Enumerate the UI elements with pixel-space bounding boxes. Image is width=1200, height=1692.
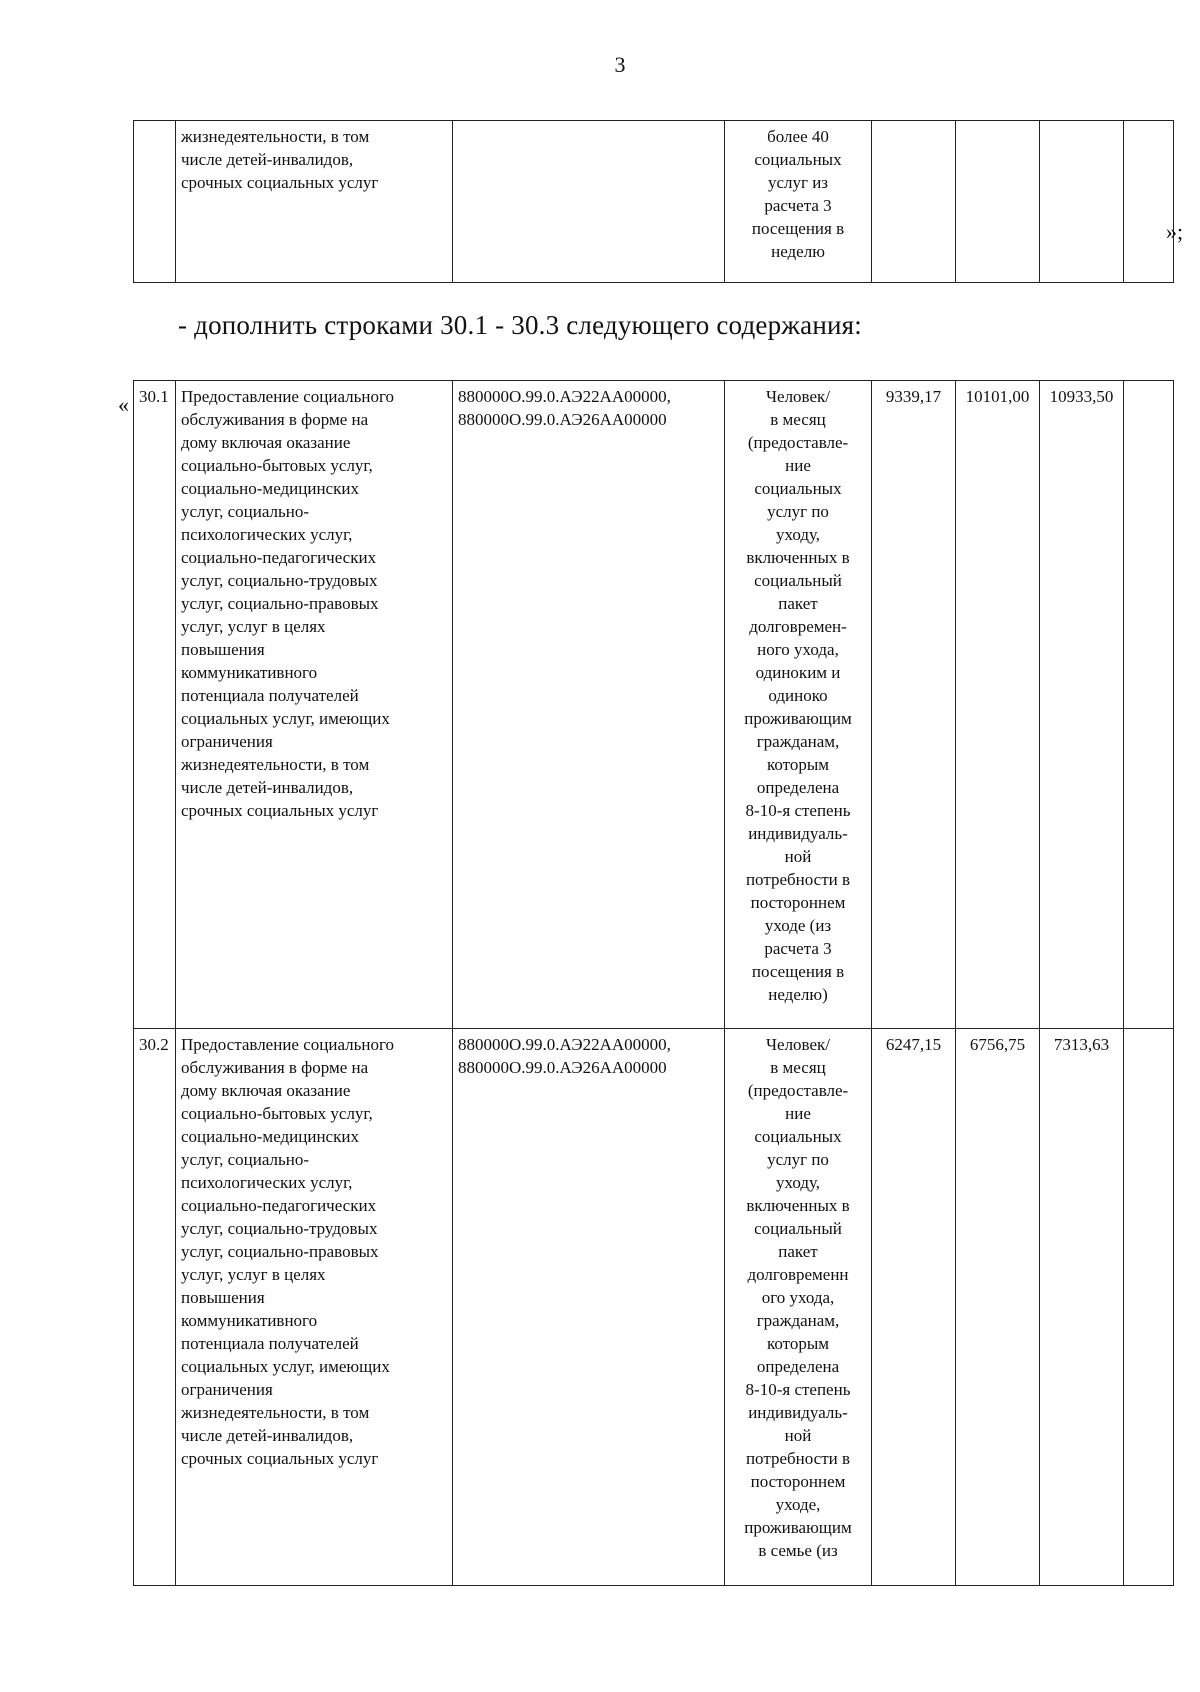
description-line: социально-педагогических [181, 1196, 377, 1215]
unit-line: постороннем [750, 1472, 846, 1491]
unit-line: услуг по [767, 1150, 829, 1169]
unit-line: пакет [778, 594, 818, 613]
unit-line: индивидуаль- [748, 1403, 848, 1422]
description-line: срочных социальных услуг [181, 801, 379, 820]
value-cell [1040, 381, 1124, 1029]
closing-quote-mark: »; [1166, 219, 1184, 244]
unit-line: включенных в [746, 1196, 850, 1215]
service-description-cell [176, 1029, 453, 1586]
unit-line: ной [784, 847, 812, 866]
description-line: услуг, услуг в целях [181, 1265, 326, 1284]
unit-line: ние [785, 456, 811, 475]
value-2024: 9339,17 [885, 387, 942, 406]
row-number-cell [134, 1029, 176, 1586]
empty-cell [1124, 381, 1174, 1029]
unit-line: неделю) [768, 985, 828, 1004]
unit-cell [725, 381, 872, 1029]
value-cell [872, 381, 956, 1029]
table-row [134, 1029, 1174, 1586]
code-line: 880000О.99.0.АЭ22АА00000, [458, 387, 671, 406]
description-line: срочных социальных услуг [181, 1449, 379, 1468]
description-line: повышения [181, 640, 265, 659]
description-line: услуг, социально- [181, 502, 310, 521]
value-cell [1040, 1029, 1124, 1586]
unit-line: в месяц [770, 1058, 826, 1077]
value-cell [872, 1029, 956, 1586]
description-line: социальных услуг, имеющих [181, 1357, 390, 1376]
description-line: услуг, социально-правовых [181, 1242, 379, 1261]
code-line: 880000О.99.0.АЭ26АА00000 [458, 1058, 667, 1077]
description-line: ограничения [181, 1380, 273, 1399]
description-line: числе детей-инвалидов, [181, 778, 354, 797]
unit-line: расчета 3 [764, 939, 832, 958]
unit-line: определена [756, 1357, 840, 1376]
unit-line: неделю [771, 242, 825, 261]
unit-line: потребности в [745, 1449, 851, 1468]
description-line: Предоставление социального [181, 1035, 395, 1054]
page-number: 3 [614, 52, 626, 77]
unit-cell [725, 121, 872, 283]
value-cell [872, 121, 956, 283]
value-cell [1040, 121, 1124, 283]
unit-line: в семье (из [758, 1541, 838, 1560]
description-line: социально-бытовых услуг, [181, 1104, 373, 1123]
unit-line: 8-10-я степень [745, 801, 851, 820]
description-line: жизнедеятельности, в том [181, 127, 370, 146]
service-description-cell [176, 121, 453, 283]
code-line: 880000О.99.0.АЭ26АА00000 [458, 410, 667, 429]
unit-line: расчета 3 [764, 196, 832, 215]
unit-line: социальных [754, 150, 842, 169]
description-line: числе детей-инвалидов, [181, 150, 354, 169]
description-line: жизнедеятельности, в том [181, 1403, 370, 1422]
description-line: услуг, услуг в целях [181, 617, 326, 636]
description-line: жизнедеятельности, в том [181, 755, 370, 774]
description-line: повышения [181, 1288, 265, 1307]
row-number: 30.2 [139, 1035, 169, 1054]
value-cell [956, 121, 1040, 283]
unit-line: (предоставле- [747, 1081, 849, 1100]
unit-line: уходе, [775, 1495, 821, 1514]
description-line: услуг, социально-трудовых [181, 1219, 378, 1238]
description-line: потенциала получателей [181, 1334, 359, 1353]
unit-line: определена [756, 778, 840, 797]
unit-line: посещения в [751, 219, 845, 238]
table-row [134, 121, 1174, 283]
unit-line: ной [784, 1426, 812, 1445]
code-cell [453, 121, 725, 283]
unit-line: уходе (из [764, 916, 832, 935]
description-line: обслуживания в форме на [181, 410, 369, 429]
registry-code-cell [453, 1029, 725, 1586]
value-2026: 10933,50 [1049, 387, 1114, 406]
description-line: психологических услуг, [181, 1173, 353, 1192]
unit-line: услуг из [767, 173, 829, 192]
unit-line: гражданам, [756, 1311, 840, 1330]
description-line: ограничения [181, 732, 273, 751]
value-cell [956, 381, 1040, 1029]
unit-line: долговремен- [749, 617, 847, 636]
value-2026: 7313,63 [1053, 1035, 1110, 1054]
unit-line: Человек/ [765, 1035, 831, 1054]
value-cell [956, 1029, 1040, 1586]
amendment-intro-text: - дополнить строками 30.1 - 30.3 следующего содержания: [178, 310, 862, 340]
number-cell [134, 121, 176, 283]
description-line: социальных услуг, имеющих [181, 709, 390, 728]
unit-line: потребности в [745, 870, 851, 889]
unit-line: ние [785, 1104, 811, 1123]
unit-line: 8-10-я степень [745, 1380, 851, 1399]
description-line: обслуживания в форме на [181, 1058, 369, 1077]
unit-line: социальный [754, 1219, 842, 1238]
description-line: дому включая оказание [181, 433, 351, 452]
unit-line: проживающим [744, 1518, 852, 1537]
unit-line: гражданам, [756, 732, 840, 751]
unit-line: посещения в [751, 962, 845, 981]
row-number: 30.1 [139, 387, 169, 406]
unit-cell [725, 1029, 872, 1586]
unit-line: в месяц [770, 410, 826, 429]
unit-line: одиноко [768, 686, 828, 705]
description-line: коммуникативного [181, 1311, 318, 1330]
description-line: социально-медицинских [181, 479, 359, 498]
unit-line: индивидуаль- [748, 824, 848, 843]
description-line: потенциала получателей [181, 686, 359, 705]
value-2024: 6247,15 [885, 1035, 942, 1054]
unit-line: услуг по [767, 502, 829, 521]
unit-line: уходу, [775, 525, 821, 544]
unit-line: ого ухода, [761, 1288, 835, 1307]
registry-code-cell [453, 381, 725, 1029]
amendment-table [133, 380, 1174, 1586]
unit-line: которым [766, 1334, 830, 1353]
unit-line: проживающим [744, 709, 852, 728]
unit-line: включенных в [746, 548, 850, 567]
description-line: Предоставление социального [181, 387, 395, 406]
service-description-cell [176, 381, 453, 1029]
row-number-cell [134, 381, 176, 1029]
table-row [134, 381, 1174, 1029]
code-line: 880000О.99.0.АЭ22АА00000, [458, 1035, 671, 1054]
value-2025: 10101,00 [965, 387, 1030, 406]
unit-line: пакет [778, 1242, 818, 1261]
unit-line: более 40 [767, 127, 829, 146]
unit-line: Человек/ [765, 387, 831, 406]
description-line: услуг, социально- [181, 1150, 310, 1169]
description-line: социально-бытовых услуг, [181, 456, 373, 475]
description-line: коммуникативного [181, 663, 318, 682]
opening-quote-mark: « [118, 392, 129, 417]
unit-line: уходу, [775, 1173, 821, 1192]
unit-line: которым [766, 755, 830, 774]
description-line: дому включая оказание [181, 1081, 351, 1100]
description-line: услуг, социально-правовых [181, 594, 379, 613]
unit-line: долговременн [747, 1265, 849, 1284]
top-table-fragment [133, 120, 1174, 283]
empty-cell [1124, 1029, 1174, 1586]
unit-line: ного ухода, [757, 640, 839, 659]
value-2025: 6756,75 [969, 1035, 1026, 1054]
description-line: срочных социальных услуг [181, 173, 379, 192]
description-line: психологических услуг, [181, 525, 353, 544]
description-line: социально-медицинских [181, 1127, 359, 1146]
unit-line: социальный [754, 571, 842, 590]
unit-line: социальных [754, 1127, 842, 1146]
unit-line: социальных [754, 479, 842, 498]
description-line: услуг, социально-трудовых [181, 571, 378, 590]
description-line: числе детей-инвалидов, [181, 1426, 354, 1445]
unit-line: (предоставле- [747, 433, 849, 452]
empty-cell [1124, 121, 1174, 283]
description-line: социально-педагогических [181, 548, 377, 567]
unit-line: постороннем [750, 893, 846, 912]
unit-line: одиноким и [755, 663, 841, 682]
